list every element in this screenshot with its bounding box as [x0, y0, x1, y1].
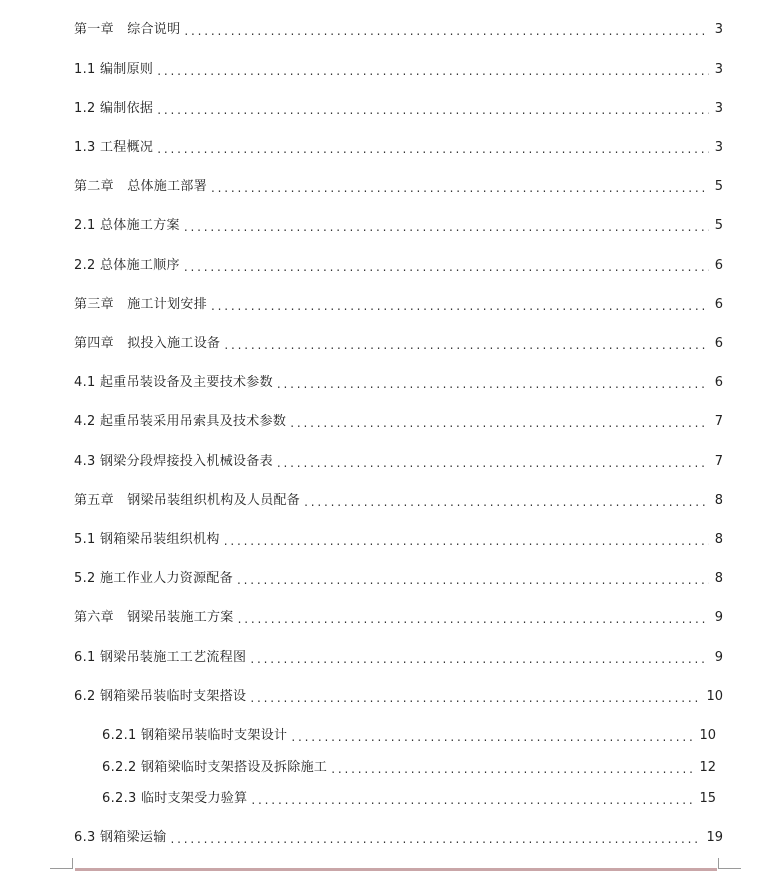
toc-page-number: 8: [714, 493, 723, 508]
toc-entry-chapter-5[interactable]: [74, 489, 723, 509]
toc-dot-leader: [157, 64, 709, 78]
toc-entry-title: 1.3 工程概况: [74, 140, 154, 155]
toc-entry-1-2[interactable]: [74, 97, 723, 117]
toc-page-number: 5: [714, 179, 723, 194]
toc-entry-6-2-1[interactable]: [102, 724, 716, 744]
page-corner-mark-left: [50, 858, 73, 869]
toc-page-number: 10: [699, 728, 716, 743]
toc-page-number: 9: [714, 650, 723, 665]
toc-page-number: 19: [706, 830, 723, 845]
toc-entry-1-3[interactable]: [74, 136, 723, 156]
toc-entry-6-2-3[interactable]: [102, 787, 716, 807]
toc-dot-leader: [157, 142, 709, 156]
toc-entry-4-3[interactable]: [74, 450, 723, 470]
toc-dot-leader: [237, 573, 709, 587]
toc-entry-1-1[interactable]: [74, 58, 723, 78]
toc-entry-5-1[interactable]: [74, 528, 723, 548]
toc-page-number: 3: [714, 140, 723, 155]
toc-entry-title: 第一章 综合说明: [74, 22, 181, 37]
toc-entry-title: 1.2 编制依据: [74, 101, 154, 116]
toc-dot-leader: [211, 181, 709, 195]
toc-page-number: 8: [714, 532, 723, 547]
toc-page-number: 10: [706, 689, 723, 704]
toc-entry-title: 2.2 总体施工顺序: [74, 258, 180, 273]
toc-page-number: 12: [699, 760, 716, 775]
toc-page-number: 3: [714, 62, 723, 77]
toc-entry-title: 6.2.3 临时支架受力验算: [102, 791, 248, 806]
toc-dot-leader: [184, 260, 709, 274]
toc-entry-title: 4.2 起重吊装采用吊索具及技术参数: [74, 414, 287, 429]
toc-entry-2-2[interactable]: [74, 254, 723, 274]
toc-entry-5-2[interactable]: [74, 567, 723, 587]
toc-entry-6-2-2[interactable]: [102, 756, 716, 776]
toc-entry-chapter-3[interactable]: [74, 293, 723, 313]
toc-entry-title: 1.1 编制原则: [74, 62, 154, 77]
toc-page-number: 3: [714, 101, 723, 116]
toc-entry-4-1[interactable]: [74, 371, 723, 391]
toc-page-number: 7: [714, 414, 723, 429]
toc-dot-leader: [304, 495, 709, 509]
toc-page-number: 6: [714, 336, 723, 351]
toc-page-number: 15: [699, 791, 716, 806]
toc-dot-leader: [211, 299, 709, 313]
toc-entry-title: 5.2 施工作业人力资源配备: [74, 571, 234, 586]
toc-dot-leader: [171, 832, 703, 846]
toc-dot-leader: [277, 377, 709, 391]
toc-dot-leader: [157, 103, 709, 117]
toc-dot-leader: [250, 652, 709, 666]
toc-page-number: 7: [714, 454, 723, 469]
toc-page-number: 6: [714, 258, 723, 273]
toc-entry-chapter-1[interactable]: [74, 18, 723, 38]
toc-entry-chapter-6[interactable]: [74, 606, 723, 626]
toc-dot-leader: [290, 416, 709, 430]
toc-entry-chapter-4[interactable]: [74, 332, 723, 352]
toc-entry-6-2[interactable]: [74, 685, 723, 705]
toc-dot-leader: [331, 762, 695, 776]
toc-entry-title: 6.3 钢箱梁运输: [74, 830, 167, 845]
toc-dot-leader: [184, 24, 709, 38]
toc-entry-title: 5.1 钢箱梁吊装组织机构: [74, 532, 220, 547]
toc-entry-6-1[interactable]: [74, 646, 723, 666]
toc-entry-chapter-2[interactable]: [74, 175, 723, 195]
toc-entry-title: 2.1 总体施工方案: [74, 218, 180, 233]
toc-entry-title: 第六章 钢梁吊装施工方案: [74, 610, 234, 625]
toc-entry-title: 第三章 施工计划安排: [74, 297, 208, 312]
toc-dot-leader: [277, 456, 709, 470]
toc-entry-title: 6.2 钢箱梁吊装临时支架搭设: [74, 689, 247, 704]
toc-page-number: 8: [714, 571, 723, 586]
toc-dot-leader: [291, 730, 695, 744]
toc-page-number: 5: [714, 218, 723, 233]
toc-entry-6-3[interactable]: [74, 826, 723, 846]
toc-dot-leader: [184, 220, 709, 234]
toc-dot-leader: [250, 691, 702, 705]
toc-dot-leader: [224, 534, 709, 548]
toc-entry-title: 4.1 起重吊装设备及主要技术参数: [74, 375, 273, 390]
toc-page-number: 3: [714, 22, 723, 37]
toc-entry-title: 6.2.2 钢箱梁临时支架搭设及拆除施工: [102, 760, 328, 775]
toc-entry-title: 第五章 钢梁吊装组织机构及人员配备: [74, 493, 301, 508]
toc-page-number: 6: [714, 297, 723, 312]
page-break-bar: [75, 868, 717, 871]
toc-entry-title: 6.1 钢梁吊装施工工艺流程图: [74, 650, 247, 665]
toc-entry-title: 第二章 总体施工部署: [74, 179, 208, 194]
toc-dot-leader: [238, 612, 709, 626]
toc-dot-leader: [251, 793, 695, 807]
toc-page-number: 6: [714, 375, 723, 390]
toc-entry-title: 6.2.1 钢箱梁吊装临时支架设计: [102, 728, 288, 743]
toc-entry-4-2[interactable]: [74, 410, 723, 430]
toc-page-number: 9: [714, 610, 723, 625]
toc-entry-title: 4.3 钢梁分段焊接投入机械设备表: [74, 454, 273, 469]
toc-dot-leader: [224, 338, 709, 352]
toc-entry-title: 第四章 拟投入施工设备: [74, 336, 221, 351]
toc-entry-2-1[interactable]: [74, 214, 723, 234]
page-corner-mark-right: [718, 858, 741, 869]
